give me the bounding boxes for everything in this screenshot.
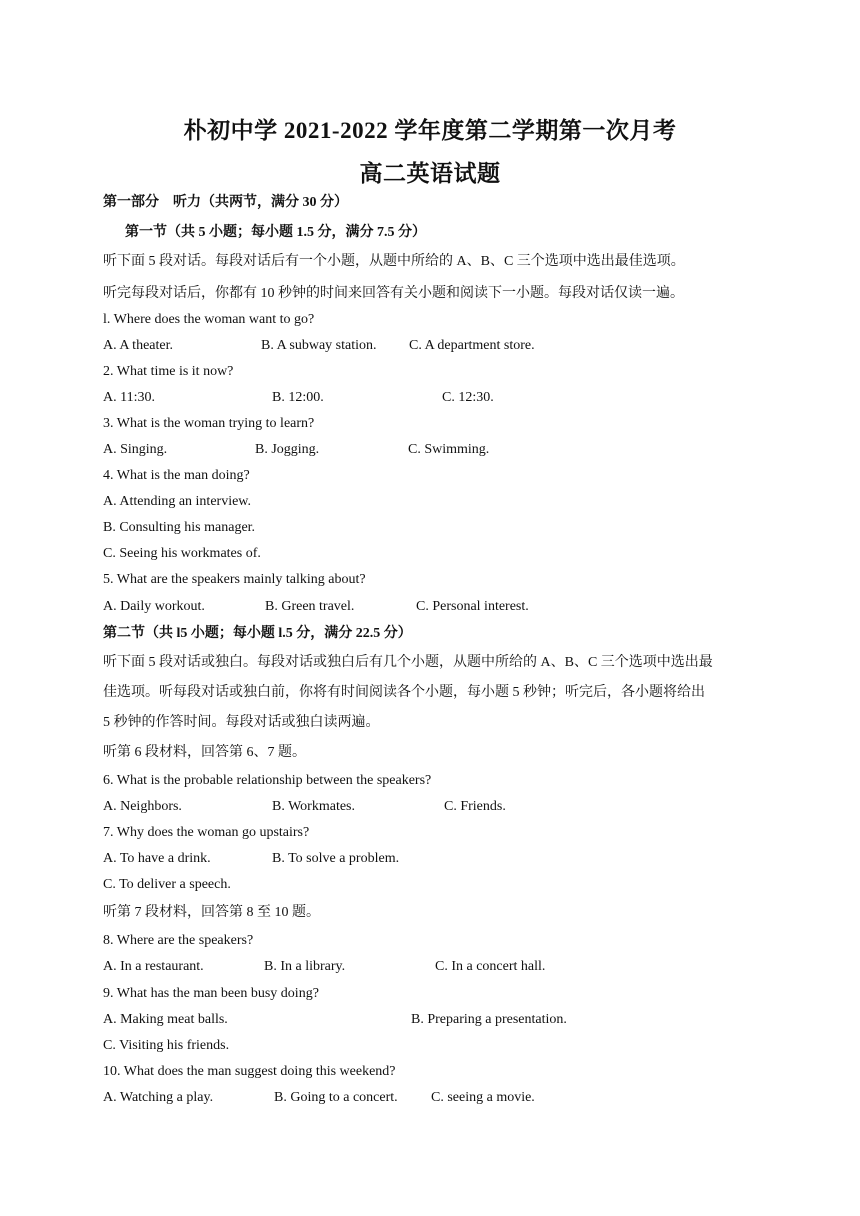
q6-option-b: B. Workmates. <box>272 799 355 814</box>
question-4: 4. What is the man doing? <box>103 468 250 483</box>
q8-option-c: C. In a concert hall. <box>435 959 546 974</box>
q4-option-b: B. Consulting his manager. <box>103 520 256 535</box>
question-10: 10. What does the man suggest doing this weekend? <box>103 1064 396 1079</box>
material-7-instruction: 听第 7 段材料，回答第 8 至 10 题。 <box>103 905 320 920</box>
question-9: 9. What has the man been busy doing? <box>103 986 319 1001</box>
question-5: 5. What are the speakers mainly talking about? <box>103 572 366 587</box>
question-8: 8. Where are the speakers? <box>103 933 254 948</box>
q4-option-c: C. Seeing his workmates of. <box>103 546 261 561</box>
q9-option-a: A. Making meat balls. <box>103 1012 228 1027</box>
q4-option-a: A. Attending an interview. <box>103 494 252 509</box>
q5-option-b: B. Green travel. <box>265 599 355 614</box>
q1-option-b: B. A subway station. <box>261 338 377 353</box>
q6-option-a: A. Neighbors. <box>103 799 182 814</box>
q8-option-a: A. In a restaurant. <box>103 959 204 974</box>
q7-option-a: A. To have a drink. <box>103 851 211 866</box>
exam-title: 朴初中学 2021-2022 学年度第二学期第一次月考 <box>183 118 677 143</box>
q5-option-c: C. Personal interest. <box>416 599 529 614</box>
q10-option-c: C. seeing a movie. <box>431 1090 535 1105</box>
question-6: 6. What is the probable relationship between the speakers? <box>103 773 432 788</box>
q9-option-b: B. Preparing a presentation. <box>411 1012 567 1027</box>
material-6-instruction: 听第 6 段材料，回答第 6、7 题。 <box>103 745 306 760</box>
section2-instructions-line2: 佳选项。听每段对话或独白前，你将有时间阅读各个小题，每小题 5 秒钟；听完后，各小题将给出 <box>103 685 705 700</box>
q7-option-c: C. To deliver a speech. <box>103 877 231 892</box>
q6-option-c: C. Friends. <box>444 799 506 814</box>
question-2: 2. What time is it now? <box>103 364 234 379</box>
q3-option-a: A. Singing. <box>103 442 168 457</box>
part1-heading: 第一部分 听力（共两节，满分 30 分） <box>103 195 348 210</box>
q1-option-c: C. A department store. <box>409 338 535 353</box>
question-7: 7. Why does the woman go upstairs? <box>103 825 310 840</box>
exam-subtitle: 高二英语试题 <box>359 161 501 186</box>
section2-heading: 第二节（共 l5 小题；每小题 l.5 分，满分 22.5 分） <box>103 626 412 641</box>
q8-option-b: B. In a library. <box>264 959 346 974</box>
q7-option-b: B. To solve a problem. <box>272 851 400 866</box>
q3-option-c: C. Swimming. <box>408 442 490 457</box>
question-3: 3. What is the woman trying to learn? <box>103 416 315 431</box>
q2-option-c: C. 12:30. <box>442 390 494 405</box>
q1-option-a: A. A theater. <box>103 338 173 353</box>
section2-instructions-line3: 5 秒钟的作答时间。每段对话或独白读两遍。 <box>103 715 380 730</box>
section2-instructions-line1: 听下面 5 段对话或独白。每段对话或独白后有几个小题，从题中所给的 A、B、C 三个选项中选出最 <box>103 655 713 670</box>
q9-option-c: C. Visiting his friends. <box>103 1038 230 1053</box>
section1-heading: 第一节（共 5 小题；每小题 1.5 分，满分 7.5 分） <box>125 225 426 240</box>
section1-instructions-line2: 听完每段对话后，你都有 10 秒钟的时间来回答有关小题和阅读下一小题。每段对话仅读一遍。 <box>103 286 684 301</box>
q10-option-a: A. Watching a play. <box>103 1090 214 1105</box>
q2-option-b: B. 12:00. <box>272 390 324 405</box>
q5-option-a: A. Daily workout. <box>103 599 205 614</box>
section1-instructions-line1: 听下面 5 段对话。每段对话后有一个小题，从题中所给的 A、B、C 三个选项中选出最佳选项。 <box>103 254 685 269</box>
q2-option-a: A. 11:30. <box>103 390 155 405</box>
q3-option-b: B. Jogging. <box>255 442 320 457</box>
question-1: l. Where does the woman want to go? <box>103 312 315 327</box>
q10-option-b: B. Going to a concert. <box>274 1090 398 1105</box>
